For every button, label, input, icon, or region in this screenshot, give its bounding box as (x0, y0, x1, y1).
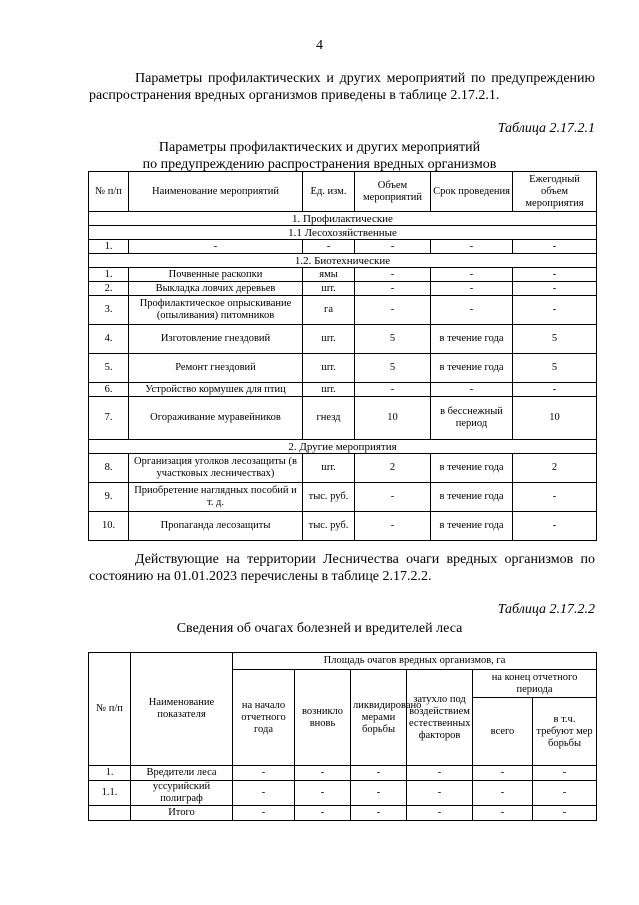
table-cell: - (295, 806, 351, 821)
table-cell: 5. (89, 354, 129, 383)
table-cell: 2. (89, 282, 129, 296)
table2-caption: Таблица 2.17.2.2 (497, 602, 595, 617)
table1-header-volume: Объем мероприятий (355, 172, 431, 212)
table-cell: 8. (89, 454, 129, 483)
table-cell: - (533, 781, 597, 806)
table-cell: Приобретение наглядных пособий и т. д. (129, 483, 303, 512)
table2-header-faded: затухло под воздействием естественных факторов (407, 670, 473, 766)
table1-title-line1: Параметры профилактических и других мероприятий (158, 140, 481, 155)
table-cell: - (233, 766, 295, 781)
table-cell: 3. (89, 296, 129, 325)
subsection-heading-biotechnical-row (89, 254, 597, 268)
table-row (89, 240, 597, 254)
table-cell: - (355, 383, 431, 397)
table1-header-num: № п/п (89, 172, 129, 212)
table-cell: Итого (131, 806, 233, 821)
table-cell: шт. (303, 354, 355, 383)
table-cell: - (129, 240, 303, 254)
table-row (89, 483, 597, 512)
table2-header-new: возникло вновь (295, 670, 351, 766)
table-cell: - (473, 781, 533, 806)
table-row (89, 766, 597, 781)
table-row (89, 781, 597, 806)
table-cell: в бесснежный период (431, 397, 513, 440)
table1-header-name: Наименование мероприятий (129, 172, 303, 212)
table-cell: Устройство кормушек для птиц (129, 383, 303, 397)
table-cell: Изготовление гнездовий (129, 325, 303, 354)
table-cell: га (303, 296, 355, 325)
table-cell: 10. (89, 512, 129, 541)
table-cell: - (351, 766, 407, 781)
table2-header-start: на начало отчетного года (233, 670, 295, 766)
table-cell: в течение года (431, 512, 513, 541)
table-cell: - (407, 781, 473, 806)
table-cell: - (355, 296, 431, 325)
table-cell: в течение года (431, 354, 513, 383)
table-row (89, 296, 597, 325)
table-cell: Организация уголков лесозащиты (в участковых лесничествах) (129, 454, 303, 483)
table-cell: в течение года (431, 483, 513, 512)
table-cell: - (513, 240, 597, 254)
table-cell: 10 (513, 397, 597, 440)
table1-caption: Таблица 2.17.2.1 (497, 121, 595, 136)
table1-header-term: Срок проведения (431, 172, 513, 212)
table2-header-need: в т.ч. требуют мер борьбы (533, 698, 597, 766)
table-cell: - (355, 268, 431, 282)
table-cell: Ремонт гнездовий (129, 354, 303, 383)
table-cell: шт. (303, 282, 355, 296)
table2-header-row1 (89, 653, 597, 670)
table-cell: - (473, 806, 533, 821)
table-cell: Профилактическое опрыскивание (опыливания) питомников (129, 296, 303, 325)
table-cell: - (407, 806, 473, 821)
table2-header-liquidated: ликвидировано мерами борьбы (351, 670, 407, 766)
table1-header-unit: Ед. изм. (303, 172, 355, 212)
table-cell: - (513, 282, 597, 296)
table-cell: в течение года (431, 454, 513, 483)
table-cell: - (407, 766, 473, 781)
table-cell: - (533, 806, 597, 821)
table-cell: - (355, 282, 431, 296)
table1-title-line2: по предупреждению распространения вредных организмов (142, 157, 497, 172)
table1-header-row (89, 172, 597, 212)
table-cell: - (303, 240, 355, 254)
table-cell: - (513, 483, 597, 512)
table-cell: - (513, 296, 597, 325)
table-cell: в течение года (431, 325, 513, 354)
table-cell: гнезд (303, 397, 355, 440)
table-cell: 5 (355, 325, 431, 354)
table-cell: шт. (303, 325, 355, 354)
table-cell: - (431, 383, 513, 397)
table-cell: 9. (89, 483, 129, 512)
table-cell (89, 806, 131, 821)
table-cell: - (295, 781, 351, 806)
table-cell: - (513, 512, 597, 541)
table-cell: Пропаганда лесозащиты (129, 512, 303, 541)
table-row (89, 454, 597, 483)
table-cell: 6. (89, 383, 129, 397)
table-cell: тыс. руб. (303, 512, 355, 541)
subsection-heading-forestry: 1.1 Лесохозяйственные (89, 226, 597, 240)
table-cell: - (355, 483, 431, 512)
table-cell: 5 (513, 325, 597, 354)
table-cell: 5 (355, 354, 431, 383)
table-cell: - (473, 766, 533, 781)
table1-title (0, 139, 639, 173)
table-cell: ямы (303, 268, 355, 282)
table-cell: 1. (89, 240, 129, 254)
section-heading-preventive-row (89, 212, 597, 226)
subsection-heading-biotechnical: 1.2. Биотехнические (89, 254, 597, 268)
section-heading-preventive: 1. Профилактические (89, 212, 597, 226)
table2-title: Сведения об очагах болезней и вредителей леса (176, 621, 463, 636)
second-paragraph-text: Действующие на территории Лесничества очаги вредных организмов по состоянию на 01.01.2023 перечислены в таблице 2.17.2.2. (89, 552, 595, 584)
subsection-heading-forestry-row (89, 226, 597, 240)
table-cell: 2 (355, 454, 431, 483)
table-cell: - (513, 383, 597, 397)
table-row (89, 397, 597, 440)
intro-paragraph-text: Параметры профилактических и других мероприятий по предупреждению распространения вредных организмов приведены в таблице 2.17.2.1. (89, 71, 595, 103)
table-cell: - (431, 282, 513, 296)
table-row (89, 282, 597, 296)
page-number: 4 (316, 38, 323, 53)
table-cell: - (355, 512, 431, 541)
table-cell: - (233, 806, 295, 821)
table2-header-end: на конец отчетного периода (473, 670, 597, 698)
table-cell: Почвенные раскопки (129, 268, 303, 282)
table-cell: - (355, 240, 431, 254)
table-cell: 5 (513, 354, 597, 383)
table-cell: 10 (355, 397, 431, 440)
table2-header-area: Площадь очагов вредных организмов, га (233, 653, 597, 670)
table-cell: - (431, 268, 513, 282)
table-cell: шт. (303, 383, 355, 397)
table-row (89, 268, 597, 282)
table-cell: 1. (89, 268, 129, 282)
table-cell: Выкладка ловчих деревьев (129, 282, 303, 296)
table-cell: Вредители леса (131, 766, 233, 781)
measures-table (88, 171, 597, 541)
table-cell: - (351, 781, 407, 806)
table2-header-name: Наименование показателя (131, 653, 233, 766)
table-row (89, 512, 597, 541)
table1-header-annual: Ежегодный объем мероприятия (513, 172, 597, 212)
table-cell: 1. (89, 766, 131, 781)
table-row (89, 383, 597, 397)
second-paragraph (89, 551, 595, 585)
section-heading-other-row (89, 440, 597, 454)
table-cell: 7. (89, 397, 129, 440)
table-cell: - (295, 766, 351, 781)
table-cell: 2 (513, 454, 597, 483)
table-cell: - (431, 240, 513, 254)
table-row (89, 806, 597, 821)
table-cell: - (233, 781, 295, 806)
table2-header-num: № п/п (89, 653, 131, 766)
pest-foci-table (88, 652, 597, 821)
section-heading-other: 2. Другие мероприятия (89, 440, 597, 454)
table-cell: шт. (303, 454, 355, 483)
table1-body (89, 212, 597, 541)
table-cell: 1.1. (89, 781, 131, 806)
table2-body (89, 766, 597, 821)
table2-header-total: всего (473, 698, 533, 766)
table-cell: - (351, 806, 407, 821)
table-row (89, 354, 597, 383)
table-cell: уссурийский полиграф (131, 781, 233, 806)
table-cell: - (431, 296, 513, 325)
table-cell: 4. (89, 325, 129, 354)
table-cell: Огораживание муравейников (129, 397, 303, 440)
table-cell: тыс. руб. (303, 483, 355, 512)
table-cell: - (533, 766, 597, 781)
table-row (89, 325, 597, 354)
intro-paragraph (89, 70, 595, 104)
table-cell: - (513, 268, 597, 282)
